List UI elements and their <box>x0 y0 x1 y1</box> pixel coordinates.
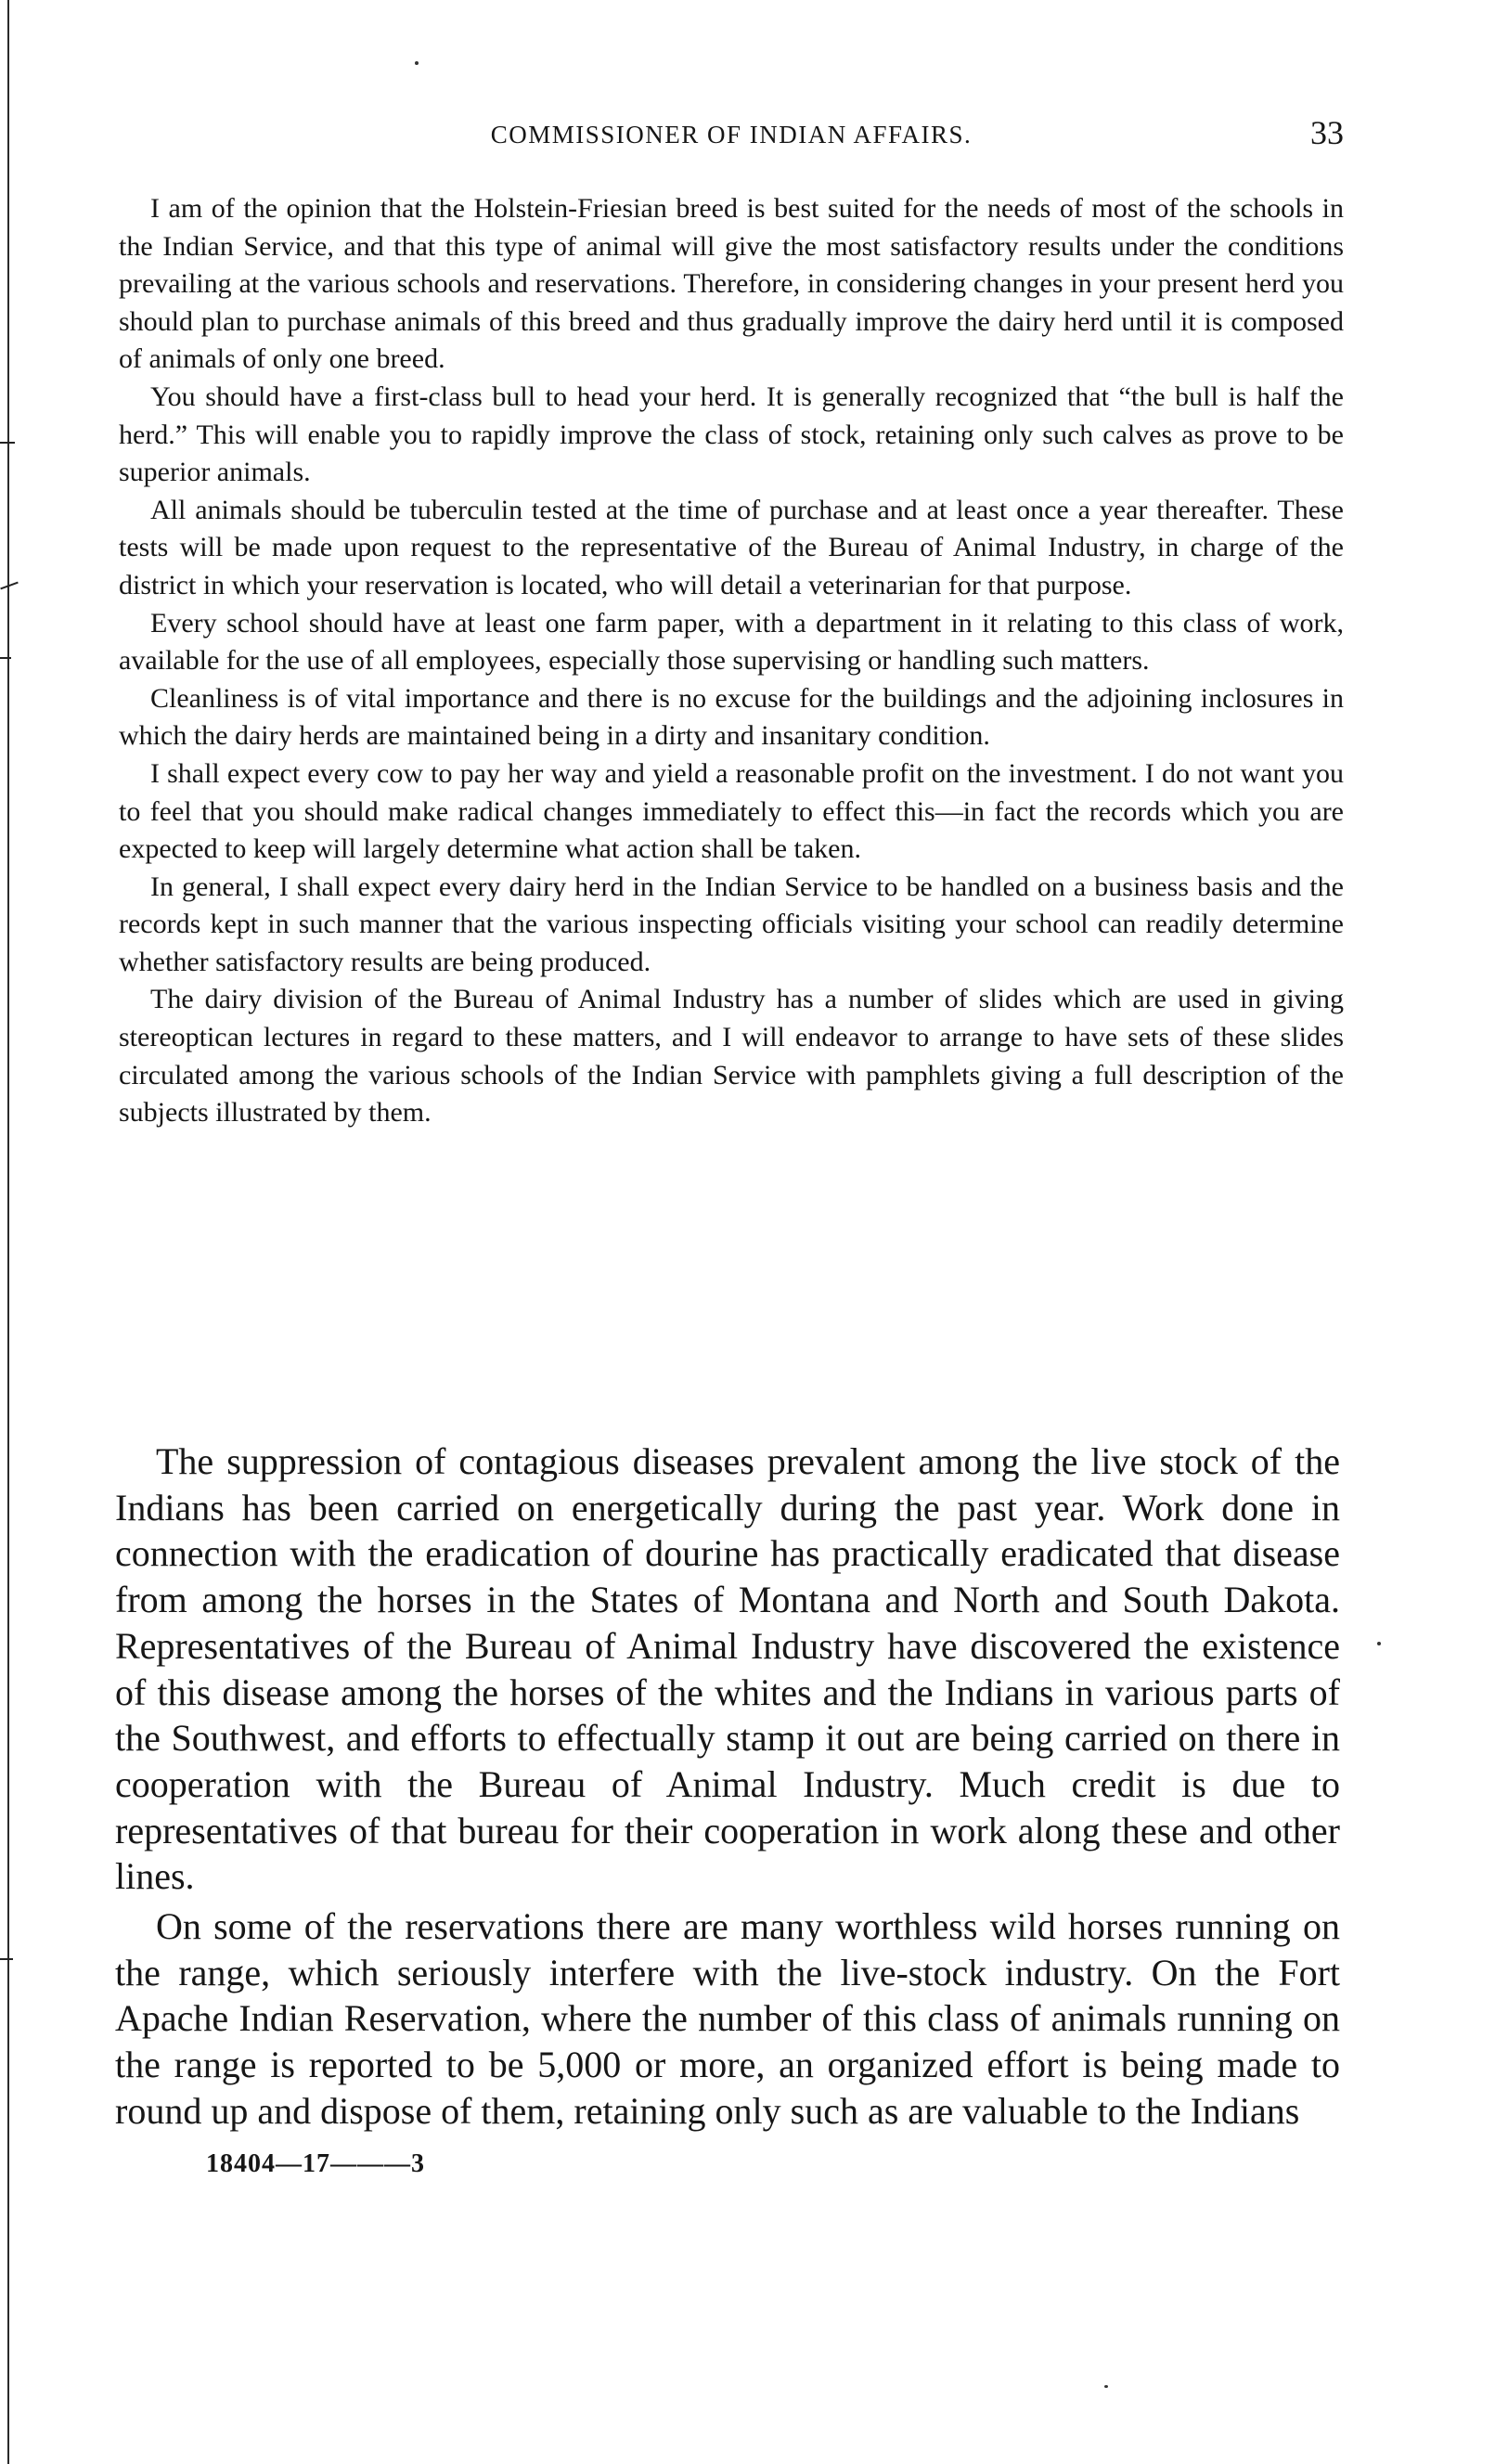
scan-speck <box>1104 2385 1108 2388</box>
letter-paragraph: I shall expect every cow to pay her way and yield a reasonable profit on the investment. I do not want you to feel that you should make radical changes immediately to effect this—in fact the records which you are expected to keep will largely determine what action shall be taken. <box>119 757 1344 865</box>
letter-body <box>119 190 1344 1132</box>
body-paragraph: On some of the reservations there are many worthless wild horses running on the range, which seriously interfere with the live-stock industry. On the Fort Apache Indian Reservation, where the number of this class of animals running on the range is reported to be 5,000 or more, an organized effort is being made to round up and dispose of them, retaining only such as are valuable to the Indians <box>115 1905 1340 2132</box>
scan-speck <box>1377 1642 1381 1645</box>
page-header <box>119 113 1344 160</box>
margin-mark <box>0 442 15 444</box>
letter-paragraph: The dairy division of the Bureau of Animal Industry has a number of slides which are used in giving stereoptican lectures in regard to these matters, and I will endeavor to arrange to have sets of these slides circulated among the various schools of the Indian Service with pamphlets giving a full description of the subjects illustrated by them. <box>119 984 1344 1129</box>
page-number: 33 <box>1310 114 1344 151</box>
letter-paragraph: Cleanliness is of vital importance and there is no excuse for the buildings and the adjoining inclosures in which the dairy herds are maintained being in a dirty and insanitary condition. <box>119 682 1344 752</box>
scan-speck <box>415 61 419 65</box>
letter-paragraph: All animals should be tuberculin tested at the time of purchase and at least once a year thereafter. These tests will be made upon request to the representative of the Bureau of Animal Industry, in charge of the district in which your reservation is located, who will detail a veterinarian for that purpose. <box>119 494 1344 600</box>
letter-paragraph: In general, I shall expect every dairy herd in the Indian Service to be handled on a business basis and the records kept in such manner that the various inspecting officials visiting your school can readily determine whether satisfactory results are being produced. <box>119 871 1344 977</box>
margin-mark <box>0 1958 13 1960</box>
signature-mark: 18404—17———3 <box>206 2149 425 2178</box>
letter-paragraph: Every school should have at least one farm paper, with a department in it relating to this class of work, available for the use of all employees, especially those supervising or handling such matters. <box>119 607 1344 677</box>
page-edge <box>7 0 9 2464</box>
margin-mark <box>0 582 18 590</box>
main-body <box>115 1438 1340 2138</box>
body-paragraph: The suppression of contagious diseases prevalent among the live stock of the Indians has been carried on energetically during the past year. Work done in connection with the eradication of dourine has practically eradicated that disease from among the horses in the States of Montana and North and South Dakota. Representatives of the Bureau of Animal Industry have discovered the existence of this disease among the horses of the whites and the Indians in various parts of the Southwest, and efforts to effectually stamp it out are being carried on there in cooperation with the Bureau of Animal Industry. Much credit is due to representatives of that bureau for their cooperation in work along these and other lines. <box>115 1440 1340 1898</box>
letter-paragraph: You should have a first-class bull to head your herd. It is generally recognized that “the bull is half the herd.” This will enable you to rapidly improve the class of stock, retaining only such calves as prove to be superior animals. <box>119 381 1344 488</box>
running-head: COMMISSIONER OF INDIAN AFFAIRS. <box>490 121 973 148</box>
letter-paragraph: I am of the opinion that the Holstein-Friesian breed is best suited for the needs of most of the schools in the Indian Service, and that this type of animal will give the most satisfactory results under the conditions prevailing at the various schools and reservations. Therefore, in considering changes in your present herd you should plan to purchase animals of this breed and thus gradually improve the dairy herd until it is composed of animals of only one breed. <box>119 193 1344 375</box>
margin-mark <box>0 657 11 659</box>
